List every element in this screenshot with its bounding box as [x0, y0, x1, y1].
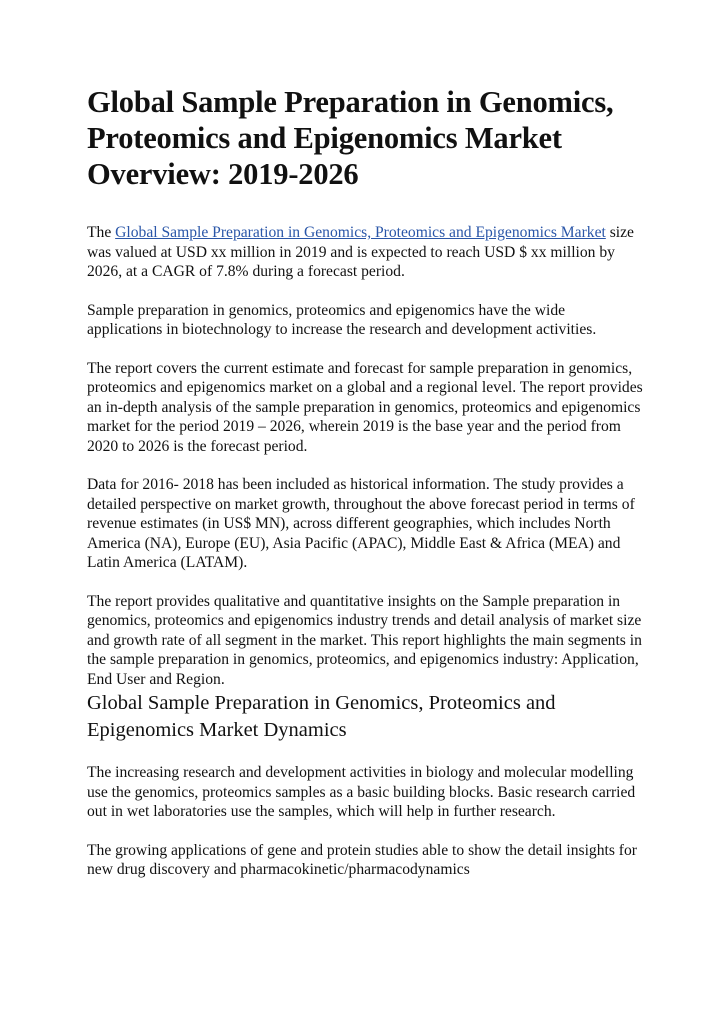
- intro-paragraph: [87, 223, 643, 282]
- document-page: [87, 84, 643, 880]
- body-paragraph-research-activities: The increasing research and development activities in biology and molecular modelling use the genomics, proteomics samples as a basic building blocks. Basic research carried out in wet laboratories use the samples, which will help in further research.: [87, 764, 636, 820]
- intro-suffix: size was valued at USD xx million in 2019 and is expected to reach USD $ xx million by 2026, at a CAGR of 7.8% during a forecast period.: [87, 224, 634, 280]
- body-paragraph-applications: Sample preparation in genomics, proteomics and epigenomics have the wide applications in biotechnology to increase the research and development activities.: [87, 301, 597, 338]
- body-paragraph-insights: The report provides qualitative and quantitative insights on the Sample preparation in genomics, proteomics and epigenomics industry trends and detail analysis of market size and growth rate of all segment in the market. This report highlights the main segments in the sample preparation in genomics, proteomics, and epigenomics industry: Application, End User and Region.: [87, 592, 642, 688]
- market-report-link[interactable]: Global Sample Preparation in Genomics, Proteomics and Epigenomics Market: [115, 224, 606, 241]
- body-paragraph-report-coverage: The report covers the current estimate and forecast for sample preparation in genomics, proteomics and epigenomics market on a global and a regional level. The report provides an in-depth analysis of the sample preparation in genomics, proteomics and epigenomics market for the period 2019 – 2026, wherein 2019 is the base year and the period from 2020 to 2026 is the forecast period.: [87, 359, 643, 455]
- intro-prefix: The: [87, 224, 116, 241]
- body-paragraph-historical-data: Data for 2016- 2018 has been included as historical information. The study provides a detailed perspective on market growth, throughout the above forecast period in terms of revenue estimates (in US$ MN), across different geographies, which includes North America (NA), Europe (EU), Asia Pacific (APAC), Middle East & Africa (MEA) and Latin America (LATAM).: [87, 476, 635, 571]
- page-title: Global Sample Preparation in Genomics, Proteomics and Epigenomics Market Overview: 2019-2026: [87, 85, 614, 191]
- section-heading-market-dynamics: Global Sample Preparation in Genomics, Proteomics and Epigenomics Market Dynamics: [87, 692, 556, 741]
- body-paragraph-gene-protein-studies: The growing applications of gene and protein studies able to show the detail insights for new drug discovery and pharmacokinetic/pharmacodynamics: [87, 841, 637, 878]
